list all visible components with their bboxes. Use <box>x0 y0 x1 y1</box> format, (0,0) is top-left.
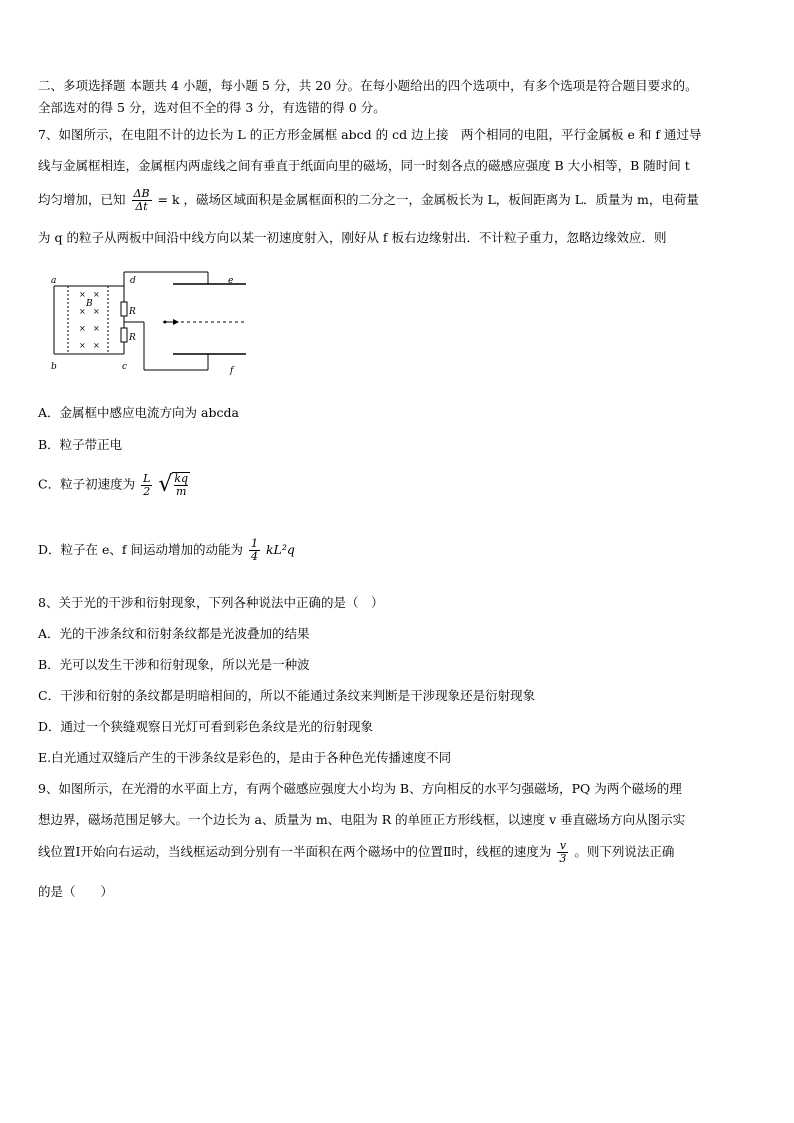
option-d-fraction <box>249 538 260 563</box>
frac-numerator: L <box>143 471 151 485</box>
label-d: d <box>130 276 136 286</box>
q7-option-c <box>38 472 190 512</box>
q7-option-b: B．粒子带正电 <box>38 437 123 452</box>
frac-denominator: Δt <box>135 200 148 213</box>
q7-stem-line1: 7、如图所示，在电阻不计的边长为 L 的正方形金属框 abcd 的 cd 边上接 两个相同的电阻，平行金属板 e 和 f 通过导 <box>38 127 702 142</box>
frac-numerator: 1 <box>250 537 258 550</box>
q7-option-d <box>38 538 295 572</box>
cross-icon: × <box>93 290 100 299</box>
frac-numerator: v <box>557 840 568 853</box>
radicand-denominator: m <box>176 485 187 498</box>
delta-b-over-delta-t <box>132 188 152 213</box>
q8-option-c: C．干涉和衍射的条纹都是明暗相间的，所以不能通过条纹来判断是干涉现象还是衍射现象 <box>38 688 536 703</box>
frac-denominator: 2 <box>143 484 151 498</box>
q8-option-b: B．光可以发生干涉和衍射现象，所以光是一种波 <box>38 657 310 672</box>
cross-icon: × <box>79 341 86 350</box>
option-c-text: C．粒子初速度为 <box>38 476 136 492</box>
label-a: a <box>51 276 57 286</box>
cross-icon: × <box>79 290 86 299</box>
q8-option-a: A．光的干涉条纹和衍射条纹都是光波叠加的结果 <box>38 626 310 641</box>
cross-icon: × <box>93 307 100 316</box>
q7-circuit-figure <box>48 266 258 378</box>
frac-numerator: ΔB <box>133 187 150 200</box>
q9-stem-line4: 的是（ ） <box>38 884 114 899</box>
label-f: f <box>230 366 234 376</box>
cross-icon: × <box>93 324 100 333</box>
q9-stem-line2: 想边界，磁场范围足够大。一个边长为 a、质量为 m、电阻为 R 的单匝正方形线框，以速度 v 垂直磁场方向从图示实 <box>38 812 686 827</box>
q8-option-d: D．通过一个狭缝观察日光灯可看到彩色条纹是光的衍射现象 <box>38 719 374 734</box>
cross-icon: × <box>93 341 100 350</box>
q7-stem-line3 <box>38 188 699 218</box>
frac-denominator: 3 <box>559 852 567 865</box>
q7-line3-end: = k ，磁场区域面积是金属框面积的二分之一，金属板长为 L，板间距离为 L．质量为 m，电荷量 <box>157 192 699 207</box>
cross-icon: × <box>79 324 86 333</box>
label-R-bottom: R <box>129 333 136 343</box>
cross-icon: × <box>79 307 86 316</box>
label-b: b <box>51 362 57 372</box>
label-e: e <box>228 276 234 286</box>
q8-stem: 8、关于光的干涉和衍射现象，下列各种说法中正确的是（ ） <box>38 595 384 610</box>
q9-stem-line1: 9、如图所示，在光滑的水平面上方，有两个磁感应强度大小均为 B、方向相反的水平匀强磁场，PQ 为两个磁场的理 <box>38 781 682 796</box>
q9-line3-end: 。则下列说法正确 <box>574 844 675 859</box>
q8-option-e: E.白光通过双缝后产生的干涉条纹是彩色的，是由于各种色光传播速度不同 <box>38 750 452 765</box>
q9-stem-line3 <box>38 840 674 874</box>
radicand-numerator: kq <box>174 472 189 485</box>
q7-option-a: A．金属框中感应电流方向为 abcda <box>38 405 239 420</box>
label-c: c <box>122 362 128 372</box>
option-d-text: D．粒子在 e、f 间运动增加的动能为 <box>38 542 243 557</box>
q7-line3-start: 均匀增加，已知 <box>38 192 126 207</box>
sqrt-icon: √ $\frac{kq}{m}$ <box>158 472 189 498</box>
option-d-expression: kL²q <box>265 542 295 557</box>
q9-line3-start: 线位置Ⅰ开始向右运动，当线框运动到分别有一半面积在两个磁场中的位置Ⅱ时，线框的速度为 <box>38 844 552 859</box>
option-c-fraction <box>141 473 152 498</box>
section-heading-line1: 二、多项选择题 本题共 4 小题，每小题 5 分，共 20 分。在每小题给出的四个选项中，有多个选项是符合题目要求的。 <box>38 78 698 93</box>
section-heading-line2: 全部选对的得 5 分，选对但不全的得 3 分，有选错的得 0 分。 <box>38 100 386 115</box>
frac-denominator: 4 <box>250 550 258 563</box>
v-over-3 <box>557 840 568 865</box>
q7-stem-line4: 为 q 的粒子从两板中间沿中线方向以某一初速度射入，刚好从 f 板右边缘射出．不计粒子重力，忽略边缘效应．则 <box>38 230 667 245</box>
label-B: B <box>86 299 93 309</box>
q7-stem-line2: 线与金属框相连，金属框内两虚线之间有垂直于纸面向里的磁场，同一时刻各点的磁感应强度 B 大小相等，B 随时间 t <box>38 158 690 173</box>
label-R-top: R <box>129 307 136 317</box>
